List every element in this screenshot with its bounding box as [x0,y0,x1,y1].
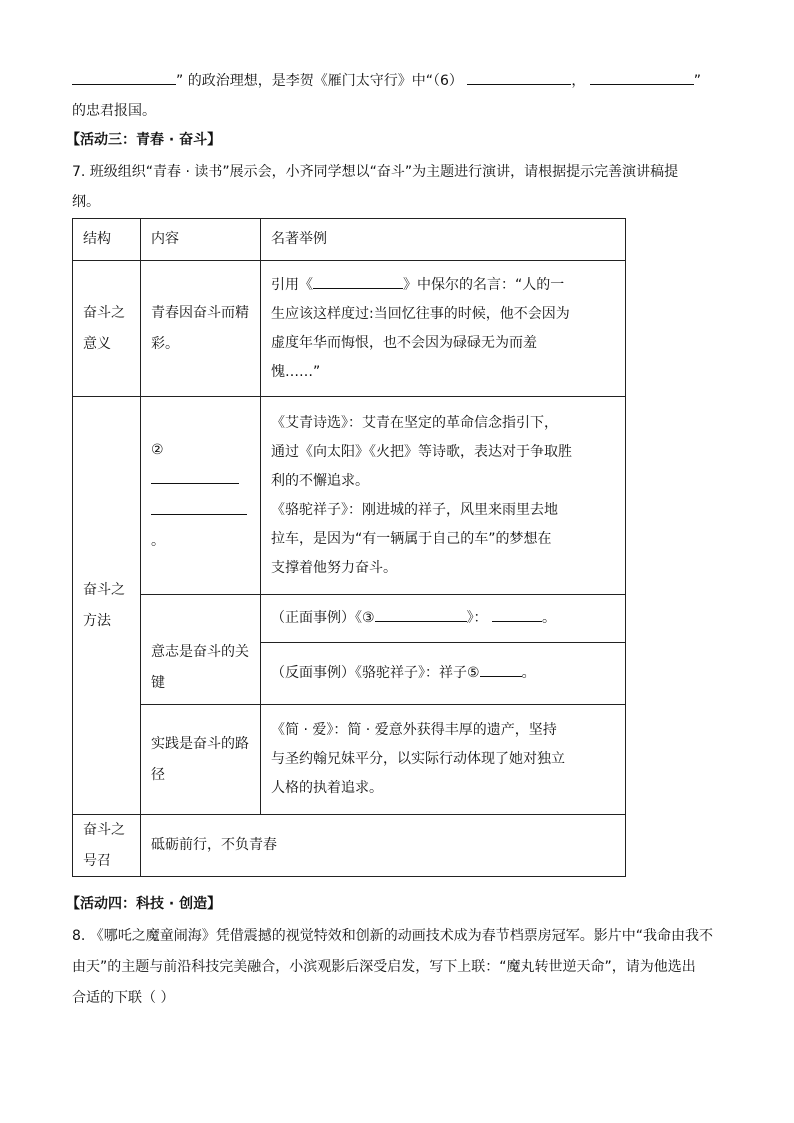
content-call: 砥砺前行，不负青春 [141,815,626,877]
content-meaning: 青春因奋斗而精 彩。 [141,261,261,397]
structure-method: 奋斗之方法 [73,397,141,815]
header-content: 内容 [141,219,261,261]
example-practice: 《简 · 爱》：简 · 爱意外获得丰厚的遗产，坚持 与圣约翰兄妹平分，以实际行动体现了她对独立 人格的执着追求。 [261,705,626,815]
answer-blank-5[interactable] [72,70,176,85]
poem-line-end: 的忠君报国。 [72,103,156,119]
structure-meaning: 奋斗之意义 [73,261,141,397]
answer-blank-6a[interactable] [467,70,571,85]
question-8-line1: 8. 《哪吒之魔童闹海》凭借震撼的视觉特效和创新的动画技术成为春节档票房冠军。影片中“我命由我不 [72,928,714,944]
content-method-blank: ② 。 [141,397,261,595]
content-will: 意志是奋斗的关键 [141,595,261,705]
structure-call: 奋斗之号召 [73,815,141,877]
activity4-heading: 【活动四：科技 · 创造】 [66,896,222,912]
question-7-line1: 7. 班级组织“青春 · 读书”展示会，小齐同学想以“奋斗”为主题进行演讲，请根据提示完善演讲稿提 [72,164,679,180]
answer-blank-4[interactable] [492,607,542,622]
example-method-poems: 《艾青诗选》：艾青在坚定的革命信念指引下， 通过《向太阳》《火把》等诗歌，表达对于争取胜 利的不懈追求。 《骆驼祥子》：刚进城的祥子，风里来雨里去地 拉车，是因为“有一辆属于自己的车”的梦想在 支撑着他努力奋斗。 [261,397,626,595]
answer-blank-2b[interactable] [151,500,247,515]
poem-blank-line: ” 的政治理想，是李贺《雁门太守行》中“（6） ， ” [72,70,701,91]
speech-outline-table [72,218,626,877]
example-positive: （正面事例）《③ 》： 。 [261,595,626,643]
header-structure: 结构 [73,219,141,261]
question-8-line3: 合适的下联（ ） [72,990,175,1006]
header-examples: 名著举例 [261,219,626,261]
activity3-heading: 【活动三：青春 · 奋斗】 [66,132,222,148]
answer-blank-6b[interactable] [590,70,694,85]
content-practice: 实践是奋斗的路径 [141,705,261,815]
answer-blank-3[interactable] [375,607,467,622]
question-7-line2: 纲。 [72,194,100,210]
answer-blank-5b[interactable] [480,662,522,677]
answer-blank-1[interactable] [313,274,403,289]
example-meaning: 引用《 》中保尔的名言：“人的一 生应该这样度过:当回忆往事的时候，他不会因为 虚度年华而悔恨，也不会因为碌碌无为而羞 愧……” [261,261,626,397]
question-8-line2: 由天”的主题与前沿科技完美融合，小滨观影后深受启发，写下上联：“魔丸转世逆天命”，请为他选出 [72,959,696,975]
answer-blank-2a[interactable] [151,469,239,484]
example-negative: （反面事例）《骆驼祥子》：祥子⑤ 。 [261,643,626,705]
